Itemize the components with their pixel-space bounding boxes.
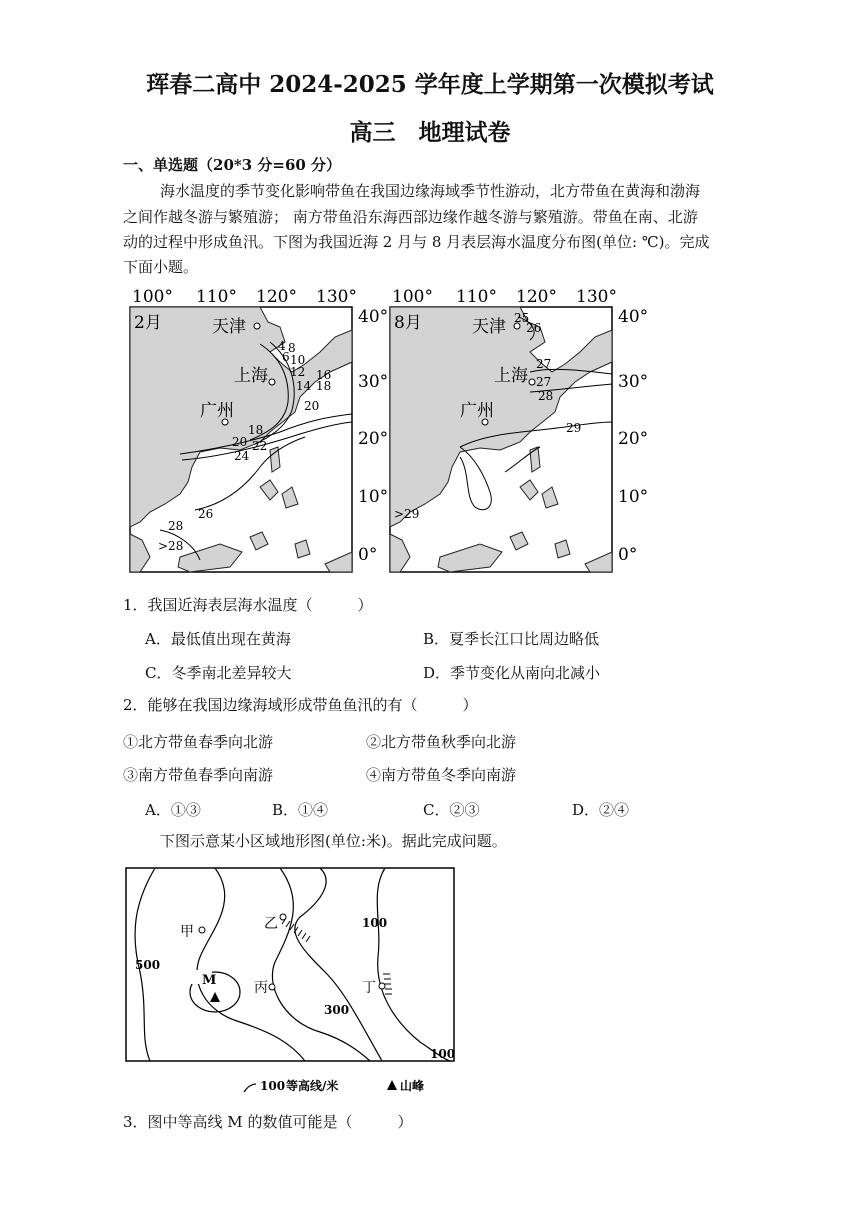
isotherm-label: 28 bbox=[168, 519, 184, 533]
contour-label-100-top: 100 bbox=[362, 916, 388, 930]
city-label-tianjin: 天津 bbox=[212, 317, 246, 337]
isotherm-label: 24 bbox=[234, 449, 250, 463]
map-month-label: 8月 bbox=[394, 313, 422, 333]
lat-label: 40° bbox=[358, 307, 389, 327]
contour-label-500: 500 bbox=[135, 958, 161, 972]
isotherm-label: 8 bbox=[288, 341, 296, 355]
isotherm-label: 27 bbox=[536, 357, 552, 371]
intro-line-4: 下面小题。 bbox=[123, 258, 199, 276]
lon-label: 110° bbox=[456, 287, 497, 307]
lon-label: 120° bbox=[516, 287, 557, 307]
city-label-shanghai: 上海 bbox=[234, 366, 268, 386]
lat-label: 20° bbox=[358, 429, 389, 449]
isotherm-label: 18 bbox=[248, 423, 264, 437]
lon-label: 130° bbox=[316, 287, 357, 307]
city-label-shanghai: 上海 bbox=[494, 366, 528, 386]
city-label-tianjin: 天津 bbox=[472, 317, 506, 337]
question-2-statement-4: ④南方带鱼冬季向南游 bbox=[366, 766, 517, 784]
question-2-stem: 2．能够在我国边缘海域形成带鱼鱼汛的有（ ） bbox=[123, 696, 478, 714]
lat-label: 0° bbox=[618, 545, 638, 565]
topo-intro: 下图示意某小区域地形图(单位:米)。据此完成问题。 bbox=[160, 832, 507, 850]
question-3-stem: 3．图中等高线 M 的数值可能是（ ） bbox=[123, 1113, 413, 1131]
point-label-yi: 乙 bbox=[264, 916, 278, 932]
question-1-stem: 1．我国近海表层海水温度（ ） bbox=[123, 596, 373, 614]
isotherm-label: 20 bbox=[304, 399, 320, 413]
map-august bbox=[380, 282, 650, 578]
point-label-bing: 丙 bbox=[254, 980, 268, 996]
contour-label-100-bottom: 100 bbox=[430, 1047, 456, 1061]
lon-label: 100° bbox=[392, 287, 433, 307]
isotherm-label: >28 bbox=[158, 539, 184, 553]
isotherm-label: 26 bbox=[198, 507, 214, 521]
legend-peak-icon bbox=[387, 1080, 397, 1090]
lon-label: 110° bbox=[196, 287, 237, 307]
lon-label: 100° bbox=[132, 287, 173, 307]
isotherm-label: 27 bbox=[536, 375, 552, 389]
lat-label: 30° bbox=[618, 372, 649, 392]
lon-label: 130° bbox=[576, 287, 617, 307]
lat-label: 10° bbox=[358, 487, 389, 507]
city-label-guangzhou: 广州 bbox=[460, 401, 494, 421]
intro-line-3: 动的过程中形成鱼汛。下图为我国近海 2 月与 8 月表层海水温度分布图(单位: ℃)。完成 bbox=[123, 233, 710, 251]
isotherm-label: 10 bbox=[290, 353, 306, 367]
exam-subtitle: 高三 地理试卷 bbox=[349, 119, 511, 146]
question-1-option-b[interactable]: B．夏季长江口比周边略低 bbox=[423, 630, 600, 648]
isotherm-label: 22 bbox=[252, 439, 268, 453]
topographic-map bbox=[120, 862, 465, 1097]
lat-label: 40° bbox=[618, 307, 649, 327]
point-label-jia: 甲 bbox=[180, 924, 194, 940]
section-heading: 一、单选题（20*3 分=60 分） bbox=[123, 156, 342, 174]
isotherm-label: 18 bbox=[316, 379, 332, 393]
isotherm-label: 28 bbox=[538, 389, 554, 403]
question-1-option-d[interactable]: D．季节变化从南向北减小 bbox=[423, 664, 601, 682]
contour-label-m: M bbox=[202, 973, 217, 988]
lon-label: 120° bbox=[256, 287, 297, 307]
legend-contour-value: 100 bbox=[260, 1079, 286, 1093]
isotherm-label: 16 bbox=[316, 368, 332, 382]
city-label-guangzhou: 广州 bbox=[200, 401, 234, 421]
isotherm-label: 12 bbox=[290, 365, 306, 379]
isotherm-label: >29 bbox=[394, 507, 420, 521]
point-label-ding: 丁 bbox=[362, 980, 376, 996]
question-1-option-c[interactable]: C．冬季南北差异较大 bbox=[145, 664, 292, 682]
question-2-option-c[interactable]: C．②③ bbox=[423, 801, 480, 819]
question-2-statement-2: ②北方带鱼秋季向北游 bbox=[366, 733, 517, 751]
isotherm-label: 4 bbox=[278, 339, 286, 353]
map-month-label: 2月 bbox=[134, 313, 162, 333]
question-2-option-a[interactable]: A．①③ bbox=[145, 801, 201, 819]
isotherm-label: 26 bbox=[526, 321, 542, 335]
isotherm-label: 20 bbox=[232, 435, 248, 449]
map-february bbox=[120, 282, 390, 578]
lat-label: 30° bbox=[358, 372, 389, 392]
isotherm-label: 6 bbox=[282, 350, 290, 364]
topo-legend bbox=[240, 1076, 450, 1098]
intro-line-1: 海水温度的季节变化影响带鱼在我国边缘海域季节性游动，北方带鱼在黄海和渤海 bbox=[160, 182, 701, 200]
intro-line-2: 之间作越冬游与繁殖游； 南方带鱼沿东海西部边缘作越冬游与繁殖游。带鱼在南、北游 bbox=[123, 208, 698, 226]
legend-contour-label: 等高线/米 bbox=[286, 1079, 339, 1093]
isotherm-label: 14 bbox=[296, 379, 312, 393]
question-2-option-d[interactable]: D．②④ bbox=[572, 801, 630, 819]
isotherm-label: 25 bbox=[514, 311, 530, 325]
question-2-statement-3: ③南方带鱼春季向南游 bbox=[123, 766, 274, 784]
contour-label-300: 300 bbox=[324, 1003, 350, 1017]
question-2-option-b[interactable]: B．①④ bbox=[272, 801, 329, 819]
lat-label: 0° bbox=[358, 545, 378, 565]
lat-label: 20° bbox=[618, 429, 649, 449]
legend-peak-label: 山峰 bbox=[400, 1079, 425, 1093]
exam-title: 珲春二高中 2024-2025 学年度上学期第一次模拟考试 bbox=[146, 71, 714, 98]
question-1-option-a[interactable]: A．最低值出现在黄海 bbox=[145, 630, 291, 648]
isotherm-label: 29 bbox=[566, 421, 582, 435]
lat-label: 10° bbox=[618, 487, 649, 507]
question-2-statement-1: ①北方带鱼春季向北游 bbox=[123, 733, 274, 751]
